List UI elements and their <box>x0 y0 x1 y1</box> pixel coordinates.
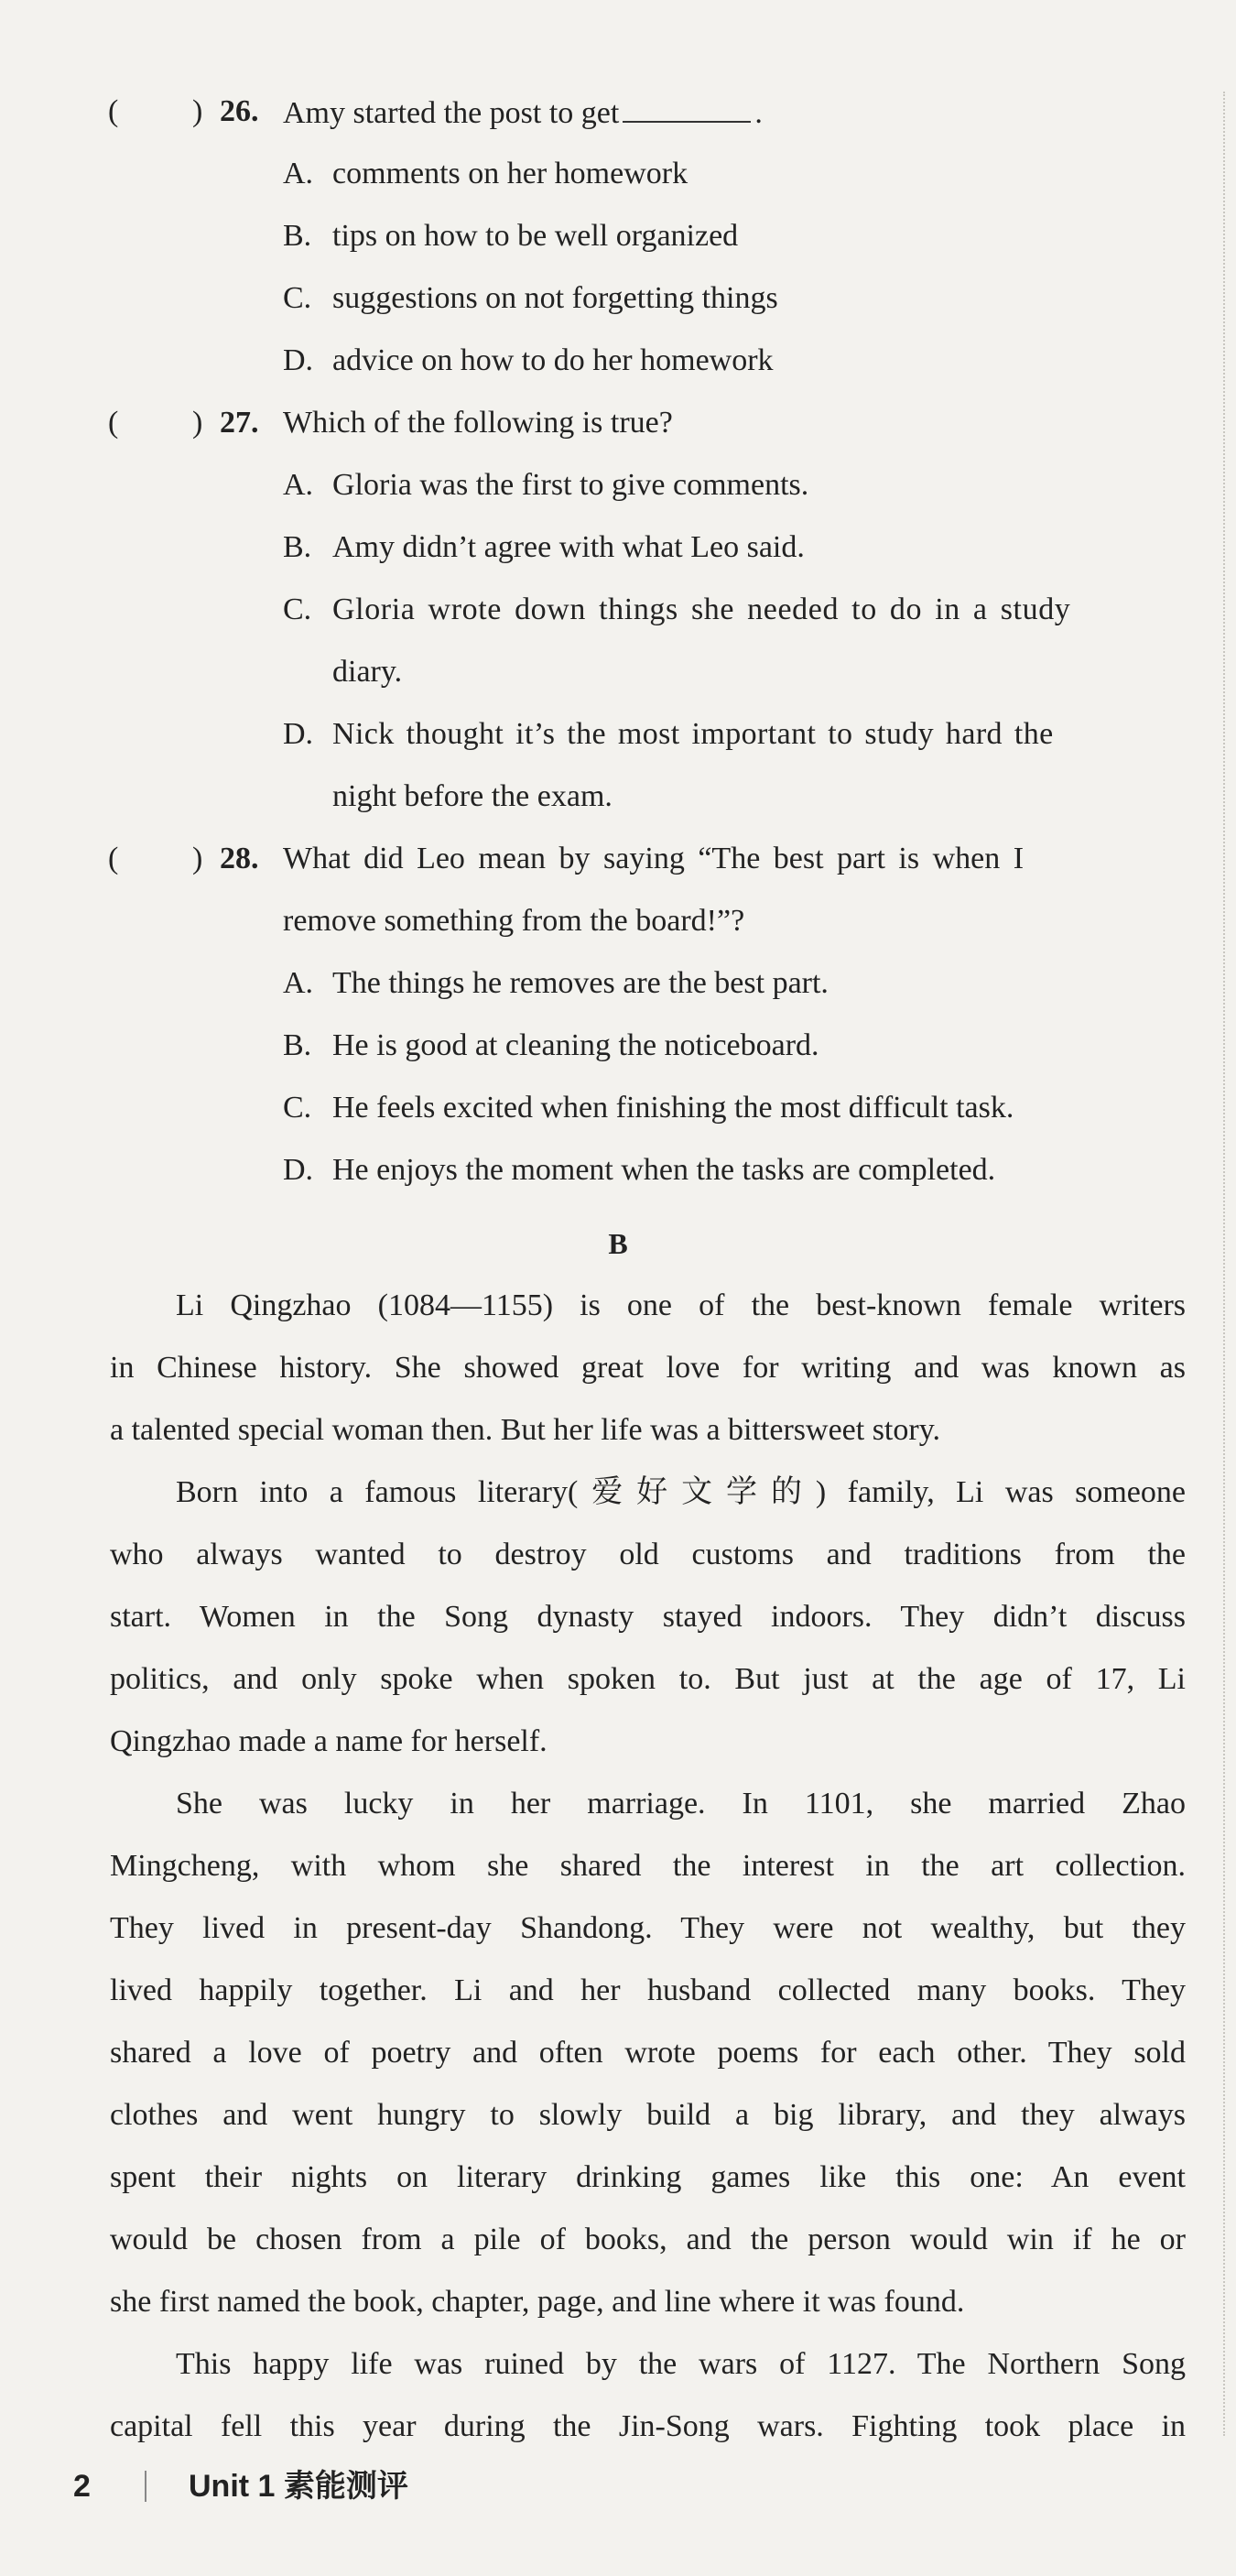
document-page: ( ) 26. Amy started the post to get . A. comments on her homework B. tips on how to be well organized C. suggestions on not forgetting things D. advice on how to do her homework ( ) 27. Which of the following is true? A. Gloria was the first to give comments. B. Amy didn’t agree with what Leo said. C. Gloria wrote down things she needed to do in a study diary. D. Nick thought it’s the most important to study hard the night before the exam. ( ) 28. What did Leo mean by saying “The best part is when I remove something from the board!”? A. The things he removes are the best part. B. He is good at cleaning the noticeboard. C. He feels excited when finishing the most difficult task. D. He enjoys the moment when the tasks are completed. B Li Qingzhao (1084—1155) is one of the best-known female writers in Chinese history. She showed great love for writing and was known as a talented special woman then. But her life was a bittersweet story. Born into a famous literary(爱好文学的) family, Li was someone who always wanted to destroy old customs and traditions from the start. Women in the Song dynasty stayed indoors. They didn’t discuss politics, and only spoke when spoken to. But just at the age of 17, Li Qingzhao made a name for herself. She was lucky in her marriage. In 1101, she married Zhao Mingcheng, with whom she shared the interest in the art collection. They lived in present-day Shandong. They were not wealthy, but they lived happily together. Li and her husband collected many books. They shared a love of poetry and often wrote poems for each other. They sold clothes and went hungry to slowly build a big library, and they always spent their nights on literary drinking games like this one: An event would be chosen from a pile of books, and the person would win if he or she first named the book, chapter, page, and line where it was found. This happy life was ruined by the wars of 1127. The Northern Song capital fell this year during the Jin-Song wars. Fighting took place in 2 Unit 1 素能测评 <box>0 0 1236 2576</box>
text-line: politics, and only spoke when spoken to. But just at the age of 17, Li <box>110 1662 1186 1696</box>
unit-label: Unit 1 素能测评 <box>189 2469 408 2504</box>
option-c: C. suggestions on not forgetting things <box>283 281 778 315</box>
question-stem: Which of the following is true? <box>283 406 673 440</box>
option-a: A. comments on her homework <box>283 157 688 190</box>
text-line: Qingzhao made a name for herself. <box>110 1724 548 1758</box>
text-line: They lived in present-day Shandong. They were not wealthy, but they <box>110 1911 1186 1945</box>
text-line: spent their nights on literary drinking games like this one: An event <box>110 2160 1186 2194</box>
text-line: Li Qingzhao (1084—1155) is one of the best-known female writers <box>176 1288 1186 1322</box>
text-line: who always wanted to destroy old customs and traditions from the <box>110 1538 1186 1571</box>
question-stem: What did Leo mean by saying “The best part is when I <box>283 842 1025 875</box>
option-c: C. Gloria wrote down things she needed to do in a study <box>283 592 1071 626</box>
text-line: This happy life was ruined by the wars of 1127. The Northern Song <box>176 2347 1186 2381</box>
option-c-continued: diary. <box>332 655 403 689</box>
text-line: would be chosen from a pile of books, and the person would win if he or <box>110 2223 1186 2256</box>
text-line: a talented special woman then. But her life was a bittersweet story. <box>110 1413 940 1447</box>
text-line: start. Women in the Song dynasty stayed indoors. They didn’t discuss <box>110 1600 1186 1634</box>
text-line: Mingcheng, with whom she shared the interest in the art collection. <box>110 1849 1186 1883</box>
option-d: D. Nick thought it’s the most important to study hard the <box>283 717 1054 751</box>
question-number: 28. <box>220 842 259 875</box>
text-line: capital fell this year during the Jin-Song wars. Fighting took place in <box>110 2409 1186 2443</box>
option-a: A. The things he removes are the best part. <box>283 966 829 1000</box>
question-number: 26. <box>220 94 259 128</box>
text-line: shared a love of poetry and often wrote poems for each other. They sold <box>110 2036 1186 2070</box>
paragraph-2 <box>110 1462 1186 1773</box>
text-line: clothes and went hungry to slowly build a big library, and they always <box>110 2098 1186 2132</box>
binding-margin-line <box>1223 92 1225 2436</box>
page-number: 2 <box>73 2469 91 2504</box>
option-b: B. Amy didn’t agree with what Leo said. <box>283 530 805 564</box>
section-title: B <box>608 1227 628 1260</box>
option-d: D. He enjoys the moment when the tasks are completed. <box>283 1153 996 1187</box>
option-c: C. He feels excited when finishing the most difficult task. <box>283 1091 1014 1125</box>
answer-blank <box>623 93 751 123</box>
question-number: 27. <box>220 406 259 440</box>
text-line: lived happily together. Li and her husband collected many books. They <box>110 1973 1186 2007</box>
option-d: D. advice on how to do her homework <box>283 343 774 377</box>
text-line: She was lucky in her marriage. In 1101, she married Zhao <box>176 1787 1186 1821</box>
paragraph-4 <box>110 2333 1186 2458</box>
option-b: B. He is good at cleaning the noticeboard. <box>283 1028 819 1062</box>
question-stem-continued: remove something from the board!”? <box>283 904 745 938</box>
text-line: in Chinese history. She showed great love for writing and was known as <box>110 1351 1186 1385</box>
paragraph-1 <box>110 1275 1186 1462</box>
text-line: Born into a famous literary(爱好文学的) family, Li was someone <box>176 1475 1186 1509</box>
option-a: A. Gloria was the first to give comments. <box>283 468 809 502</box>
footer-divider <box>145 2471 146 2502</box>
text-line: she first named the book, chapter, page, and line where it was found. <box>110 2285 965 2319</box>
option-b: B. tips on how to be well organized <box>283 219 739 253</box>
option-d-continued: night before the exam. <box>332 779 613 813</box>
paragraph-3 <box>110 1773 1186 2333</box>
question-stem: Amy started the post to get . <box>283 93 763 132</box>
